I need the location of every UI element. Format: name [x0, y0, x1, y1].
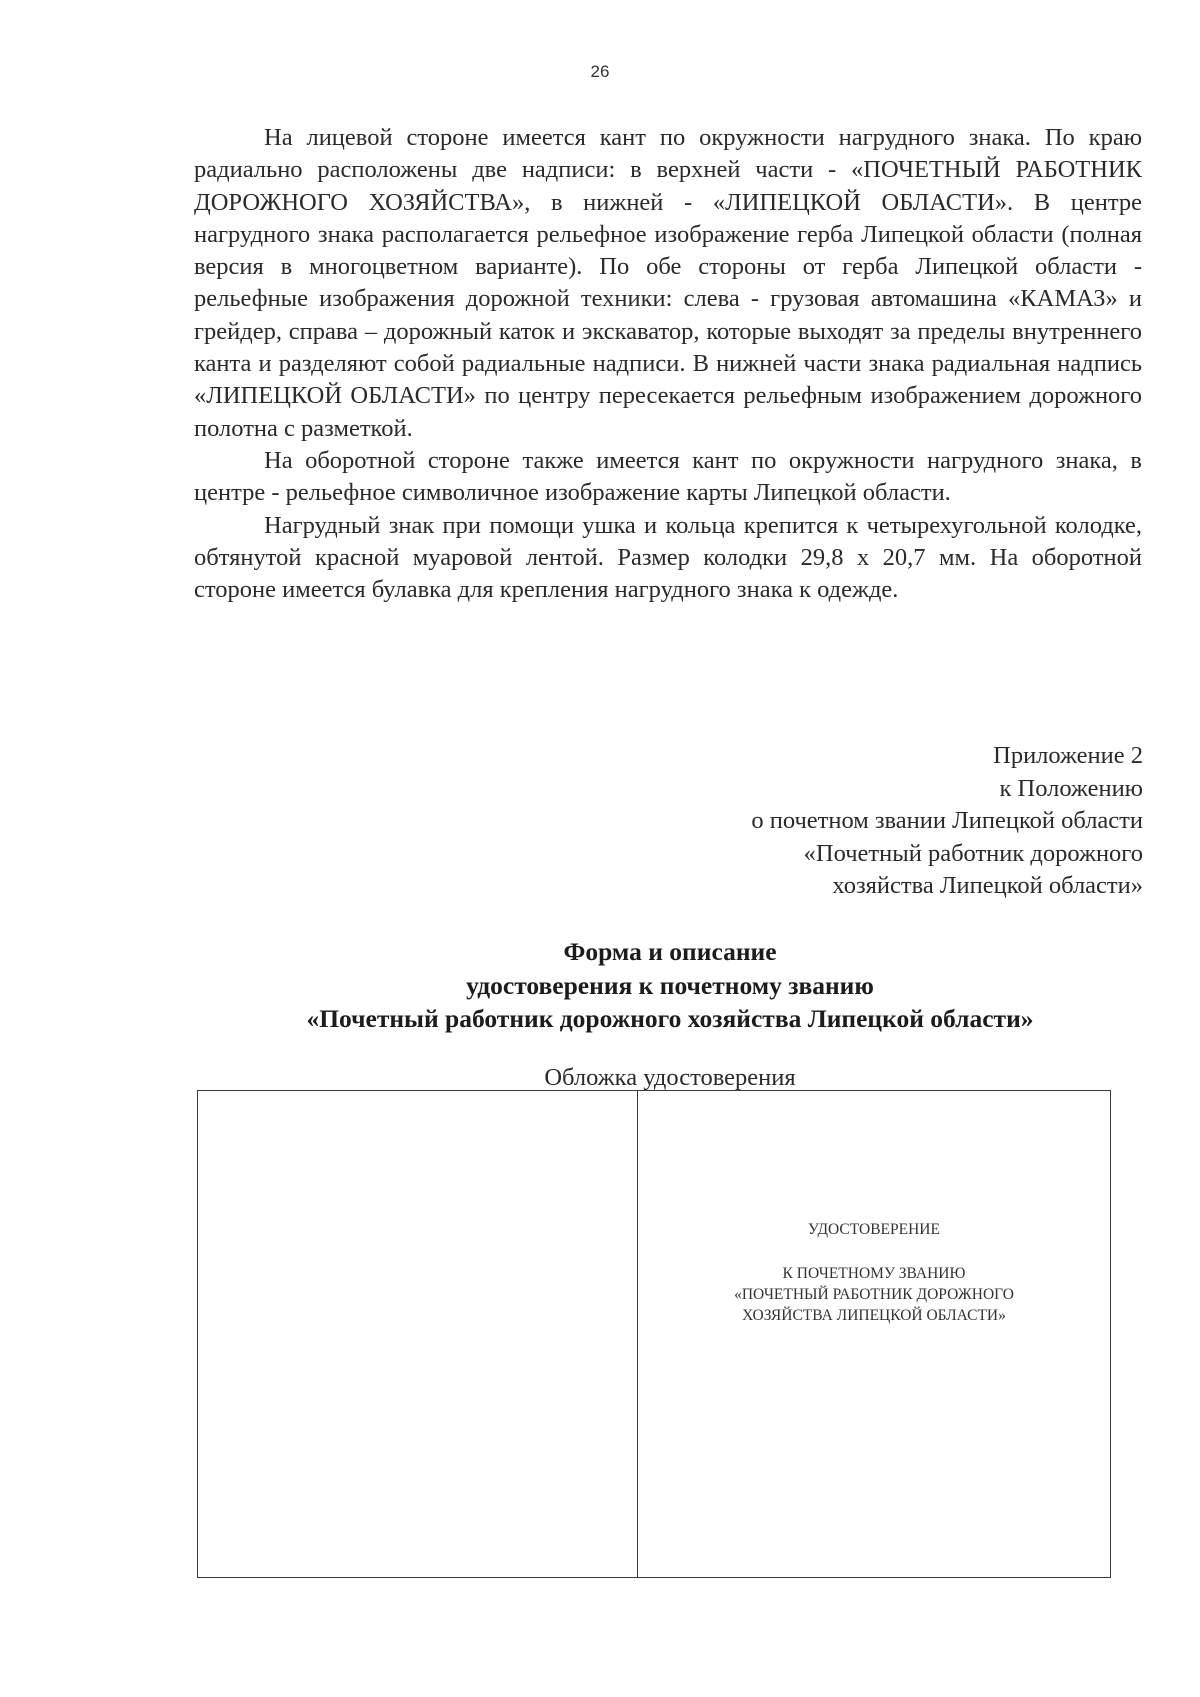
appendix-line: о почетном звании Липецкой области: [751, 807, 1143, 834]
cover-subtitle: [638, 1263, 1110, 1326]
paragraph-front-side: На лицевой стороне имеется кант по окружности нагрудного знака. По краю радиально расположены две надписи: в верхней части - «ПОЧЕТНЫЙ РАБОТНИК ДОРОЖНОГО ХОЗЯЙСТВА», в нижней - «ЛИПЕЦКОЙ ОБЛАСТИ». В центре нагрудного знака располагается рельефное изображение герба Липецкой области (полная версия в многоцветном варианте). По обе стороны от герба Липецкой области - рельефные изображения дорожной техники: слева - грузовая автомашина «КАМАЗ» и грейдер, справа – дорожный каток и экскаватор, которые выходят за пределы внутреннего канта и разделяют собой радиальные надписи. В нижней части знака радиальная надпись «ЛИПЕЦКОЙ ОБЛАСТИ» по центру пересекается рельефным изображением дорожного полотна с разметкой.: [194, 124, 1142, 442]
heading-line: Форма и описание: [563, 937, 777, 966]
section-heading: [0, 935, 1200, 1036]
paragraph-attachment: Нагрудный знак при помощи ушка и кольца крепится к четырехугольной колодке, обтянутой красной муаровой лентой. Размер колодки 29,8 х 20,7 мм. На оборотной стороне имеется булавка для крепления нагрудного знака к одежде.: [194, 511, 1142, 604]
cover-subtitle-line: ХОЗЯЙСТВА ЛИПЕЦКОЙ ОБЛАСТИ»: [742, 1307, 1006, 1324]
cover-right-panel: [638, 1091, 1110, 1577]
page-number: 26: [590, 62, 610, 81]
appendix-line: «Почетный работник дорожного: [803, 839, 1143, 867]
cover-subtitle-line: «ПОЧЕТНЫЙ РАБОТНИК ДОРОЖНОГО: [734, 1286, 1014, 1303]
cover-left-panel: [198, 1091, 638, 1577]
appendix-line: Приложение 2: [993, 742, 1143, 769]
paragraph-back-side: На оборотной стороне также имеется кант по окружности нагрудного знака, в центре - рельефное символичное изображение карты Липецкой области.: [194, 446, 1142, 507]
heading-line: удостоверения к почетному званию: [466, 970, 874, 1000]
cover-caption: Обложка удостоверения: [544, 1064, 796, 1091]
cover-subtitle-line: К ПОЧЕТНОМУ ЗВАНИЮ: [782, 1265, 966, 1282]
appendix-line: к Положению: [999, 774, 1143, 802]
body-text: [194, 122, 1142, 606]
appendix-reference: [543, 740, 1143, 903]
cover-title: УДОСТОВЕРЕНИЕ: [808, 1221, 940, 1238]
heading-line: «Почетный работник дорожного хозяйства Липецкой области»: [306, 1004, 1034, 1033]
appendix-line: хозяйства Липецкой области»: [832, 872, 1143, 899]
certificate-cover: [197, 1090, 1111, 1578]
